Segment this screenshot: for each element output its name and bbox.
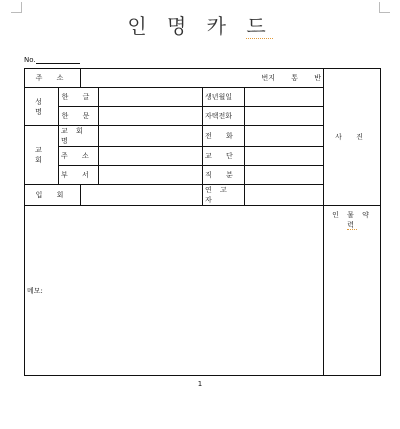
church-group-label: 교 회 [25,126,59,185]
birthdate-field[interactable] [245,88,324,107]
bottom-rule [24,375,380,376]
name-hangul-field[interactable] [99,88,203,107]
address-row [25,69,381,88]
card-number-label: No. [24,56,36,64]
church-address-field[interactable] [99,147,203,166]
profile-label: 인 물 약 력 [324,206,381,376]
position-field[interactable] [245,166,324,185]
district-field[interactable] [245,147,324,166]
position-label: 직 분 [203,166,245,185]
memo-row [25,206,381,376]
name-hanja-label: 한 문 [59,107,99,126]
church-name-field[interactable] [99,126,203,147]
home-phone-field[interactable] [245,107,324,126]
birthdate-label: 생년월일 [203,88,245,107]
address-field[interactable]: 번지 통 반 [81,69,324,88]
department-label: 부 서 [59,166,99,185]
card-number-field[interactable] [24,56,80,64]
memo-label: 메모: [27,286,43,295]
name-hanja-field[interactable] [99,107,203,126]
entry-field[interactable] [81,185,203,206]
church-address-label: 주 소 [59,147,99,166]
guardian-label: 연 고 자 [203,185,245,206]
guardian-field[interactable] [245,185,324,206]
phone-field[interactable] [245,126,324,147]
phone-label: 전 화 [203,126,245,147]
home-phone-label: 자택전화 [203,107,245,126]
photo-area[interactable]: 사 진 [324,69,381,206]
page-title: 인 명 카 드 [127,14,273,38]
person-card-table [24,68,381,376]
district-label: 교 단 [203,147,245,166]
name-hangul-label: 한 글 [59,88,99,107]
address-label: 주 소 [25,69,81,88]
page-number: 1 [197,380,203,388]
church-name-label: 교 회 명 [59,126,99,147]
card-number-blank[interactable] [36,56,80,64]
memo-area[interactable] [25,206,324,376]
entry-label: 입 회 [25,185,81,206]
name-group-label: 성 명 [25,88,59,126]
department-field[interactable] [99,166,203,185]
